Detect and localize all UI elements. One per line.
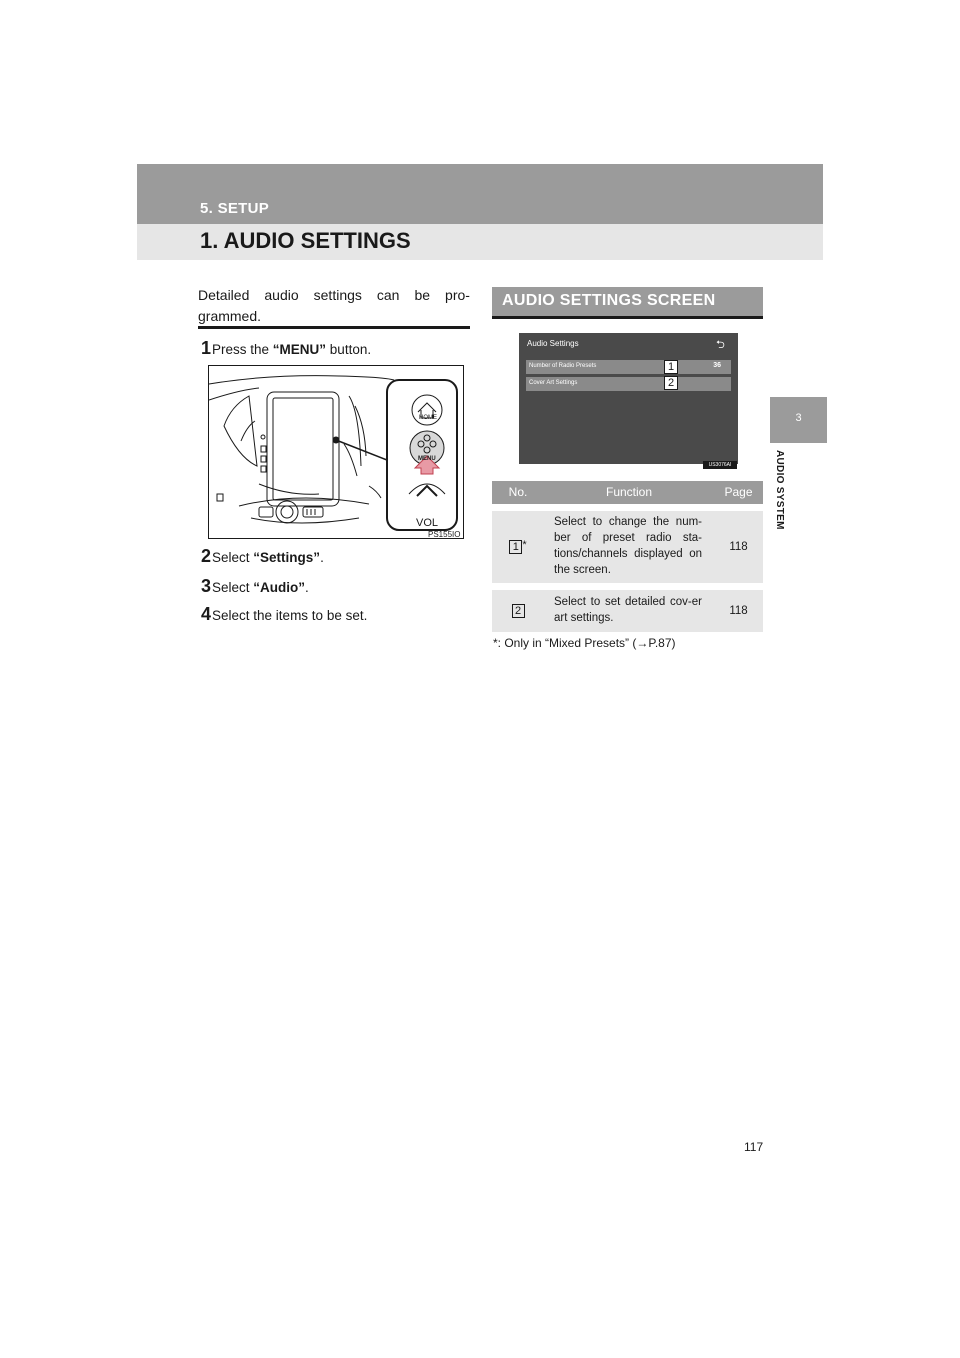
home-label: HOME: [419, 415, 437, 421]
step-4: 4Select the items to be set.: [201, 604, 368, 624]
row-function: Select to change the num-ber of preset radio sta-tions/channels displayed on the screen.: [544, 507, 714, 586]
screen-title: Audio Settings: [527, 339, 579, 348]
chapter-number: 3: [795, 412, 802, 424]
cover-art-settings-row[interactable]: Cover Art Settings: [526, 377, 731, 391]
table-header-row: [492, 481, 763, 507]
illustration-code: PS155IO: [428, 530, 461, 539]
col-no: No.: [492, 481, 544, 507]
callout-2: 2: [664, 376, 678, 390]
table-row: [492, 586, 763, 632]
function-table: [492, 481, 763, 632]
intro-box: [198, 285, 470, 329]
row-page: 118: [714, 586, 763, 632]
table-row: [492, 507, 763, 586]
row-page: 118: [714, 507, 763, 586]
footnote: *: Only in “Mixed Presets” (→P.87): [493, 636, 676, 650]
intro-line-2: grammed.: [198, 308, 262, 324]
chapter-label: AUDIO SYSTEM: [774, 450, 785, 530]
col-page: Page: [714, 481, 763, 507]
back-arrow-icon[interactable]: ⮌: [716, 339, 725, 351]
menu-label: MENU: [418, 456, 436, 462]
page-number: 117: [744, 1140, 764, 1154]
screen-code: US3076AI: [703, 461, 737, 469]
step-3: 3Select “Audio”.: [201, 576, 309, 596]
page-title: 1. AUDIO SETTINGS: [200, 228, 411, 253]
row-function: Select to set detailed cov-er art settings.: [544, 586, 714, 632]
callout-1: 1: [664, 360, 678, 374]
col-function: Function: [544, 481, 714, 507]
section-label: 5. SETUP: [200, 200, 270, 217]
step-1: 1Press the “MENU” button.: [201, 338, 372, 358]
row-number: 1 *: [492, 507, 544, 586]
dashboard-illustration: [208, 365, 464, 539]
audio-settings-screen-heading: AUDIO SETTINGS SCREEN: [492, 287, 763, 319]
intro-line-1: Detailed audio settings can be pro-: [198, 287, 470, 303]
audio-settings-screen: [519, 333, 738, 468]
number-of-radio-presets-row[interactable]: Number of Radio Presets 36: [526, 360, 731, 374]
step-2: 2Select “Settings”.: [201, 546, 324, 566]
vol-label: VOL: [416, 517, 439, 529]
row-number: 2: [492, 586, 544, 632]
dashboard-drawing: [209, 366, 464, 539]
